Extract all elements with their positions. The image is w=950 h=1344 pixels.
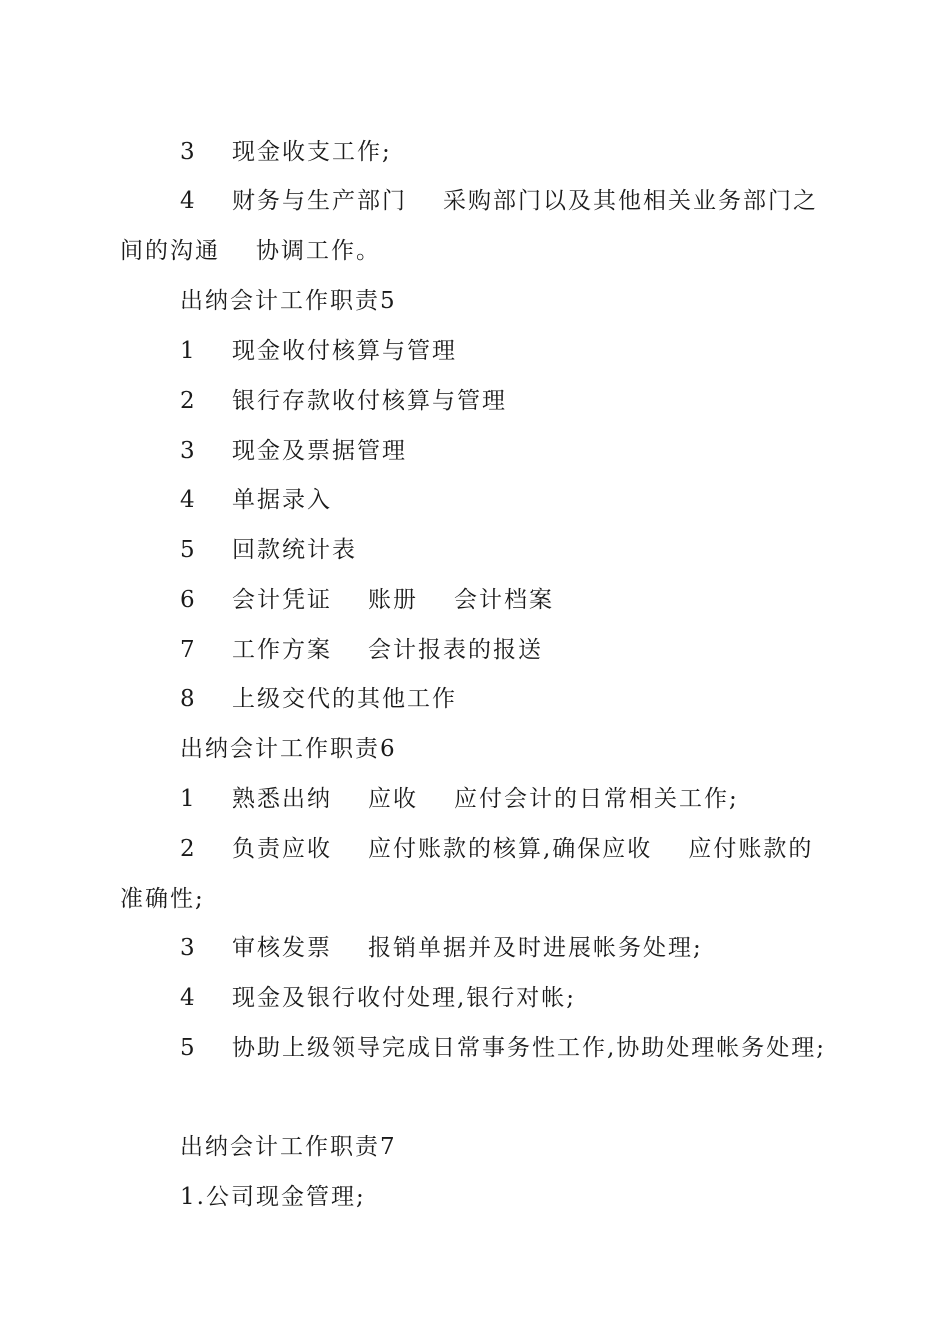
item-number: 4 — [180, 487, 197, 513]
item-text: 间的沟通 — [120, 238, 220, 264]
list-item — [180, 1182, 366, 1212]
item-text: 现金收支工作; — [232, 139, 392, 165]
item-text: 会计凭证 — [232, 587, 332, 613]
section-heading — [180, 734, 397, 764]
list-item — [180, 436, 407, 466]
list-item — [180, 535, 357, 565]
item-number: 8 — [180, 686, 197, 712]
item-text: 银行存款收付核算与管理 — [232, 388, 507, 414]
list-item — [180, 635, 543, 665]
item-text: 采购部门以及其他相关业务部门之 — [443, 188, 818, 214]
section-heading — [180, 286, 397, 316]
list-item — [180, 186, 818, 216]
item-text: 应付账款的核算,确保应收 — [368, 836, 653, 862]
item-text: 财务与生产部门 — [232, 188, 407, 214]
item-text: 准确性; — [120, 886, 205, 912]
item-text: 负责应收 — [232, 836, 332, 862]
item-text: 现金及票据管理 — [232, 438, 407, 464]
list-item — [180, 485, 332, 515]
item-text: 审核发票 — [232, 935, 332, 961]
item-number: 4 — [180, 188, 197, 214]
item-number: 7 — [180, 637, 197, 663]
item-text: 会计报表的报送 — [368, 637, 543, 663]
item-number: 2 — [180, 836, 197, 862]
item-text: 协助上级领导完成日常事务性工作,协助处理帐务处理; — [232, 1035, 827, 1061]
item-text: 应付账款的 — [688, 836, 814, 862]
item-text: 应收 — [368, 786, 418, 812]
item-number: 2 — [180, 388, 197, 414]
heading-text: 出纳会计工作职责7 — [180, 1134, 397, 1160]
item-number: 1 — [180, 338, 197, 364]
list-item — [180, 784, 739, 814]
list-item — [180, 1033, 826, 1063]
list-item — [180, 386, 507, 416]
item-number: 5 — [180, 1035, 197, 1061]
item-text: 现金收付核算与管理 — [232, 338, 457, 364]
heading-text: 出纳会计工作职责6 — [180, 736, 397, 762]
list-item — [180, 933, 703, 963]
item-number: 5 — [180, 537, 197, 563]
list-item — [180, 137, 392, 167]
list-item — [180, 585, 554, 615]
list-item — [180, 684, 457, 714]
item-number: 3 — [180, 438, 197, 464]
item-text: 回款统计表 — [232, 537, 357, 563]
item-text: 上级交代的其他工作 — [232, 686, 457, 712]
item-text: 会计档案 — [454, 587, 554, 613]
item-number: 1 — [180, 786, 197, 812]
item-text: 现金及银行收付处理,银行对帐; — [232, 985, 577, 1011]
item-number: 3 — [180, 935, 197, 961]
list-item — [180, 983, 576, 1013]
heading-text: 出纳会计工作职责5 — [180, 288, 397, 314]
item-number: 4 — [180, 985, 197, 1011]
item-text: 单据录入 — [232, 487, 332, 513]
item-text: 工作方案 — [232, 637, 332, 663]
item-text: 熟悉出纳 — [232, 786, 332, 812]
item-text: 协调工作。 — [256, 238, 381, 264]
item-text: 账册 — [368, 587, 418, 613]
list-item — [180, 336, 457, 366]
list-item — [180, 834, 813, 864]
item-number: 6 — [180, 587, 197, 613]
section-heading — [180, 1132, 397, 1162]
item-text: 应付会计的日常相关工作; — [454, 786, 739, 812]
item-text: 1.公司现金管理; — [180, 1184, 366, 1210]
item-text: 报销单据并及时进展帐务处理; — [368, 935, 703, 961]
item-number: 3 — [180, 139, 197, 165]
continuation-line — [120, 236, 381, 266]
continuation-line — [120, 884, 205, 914]
